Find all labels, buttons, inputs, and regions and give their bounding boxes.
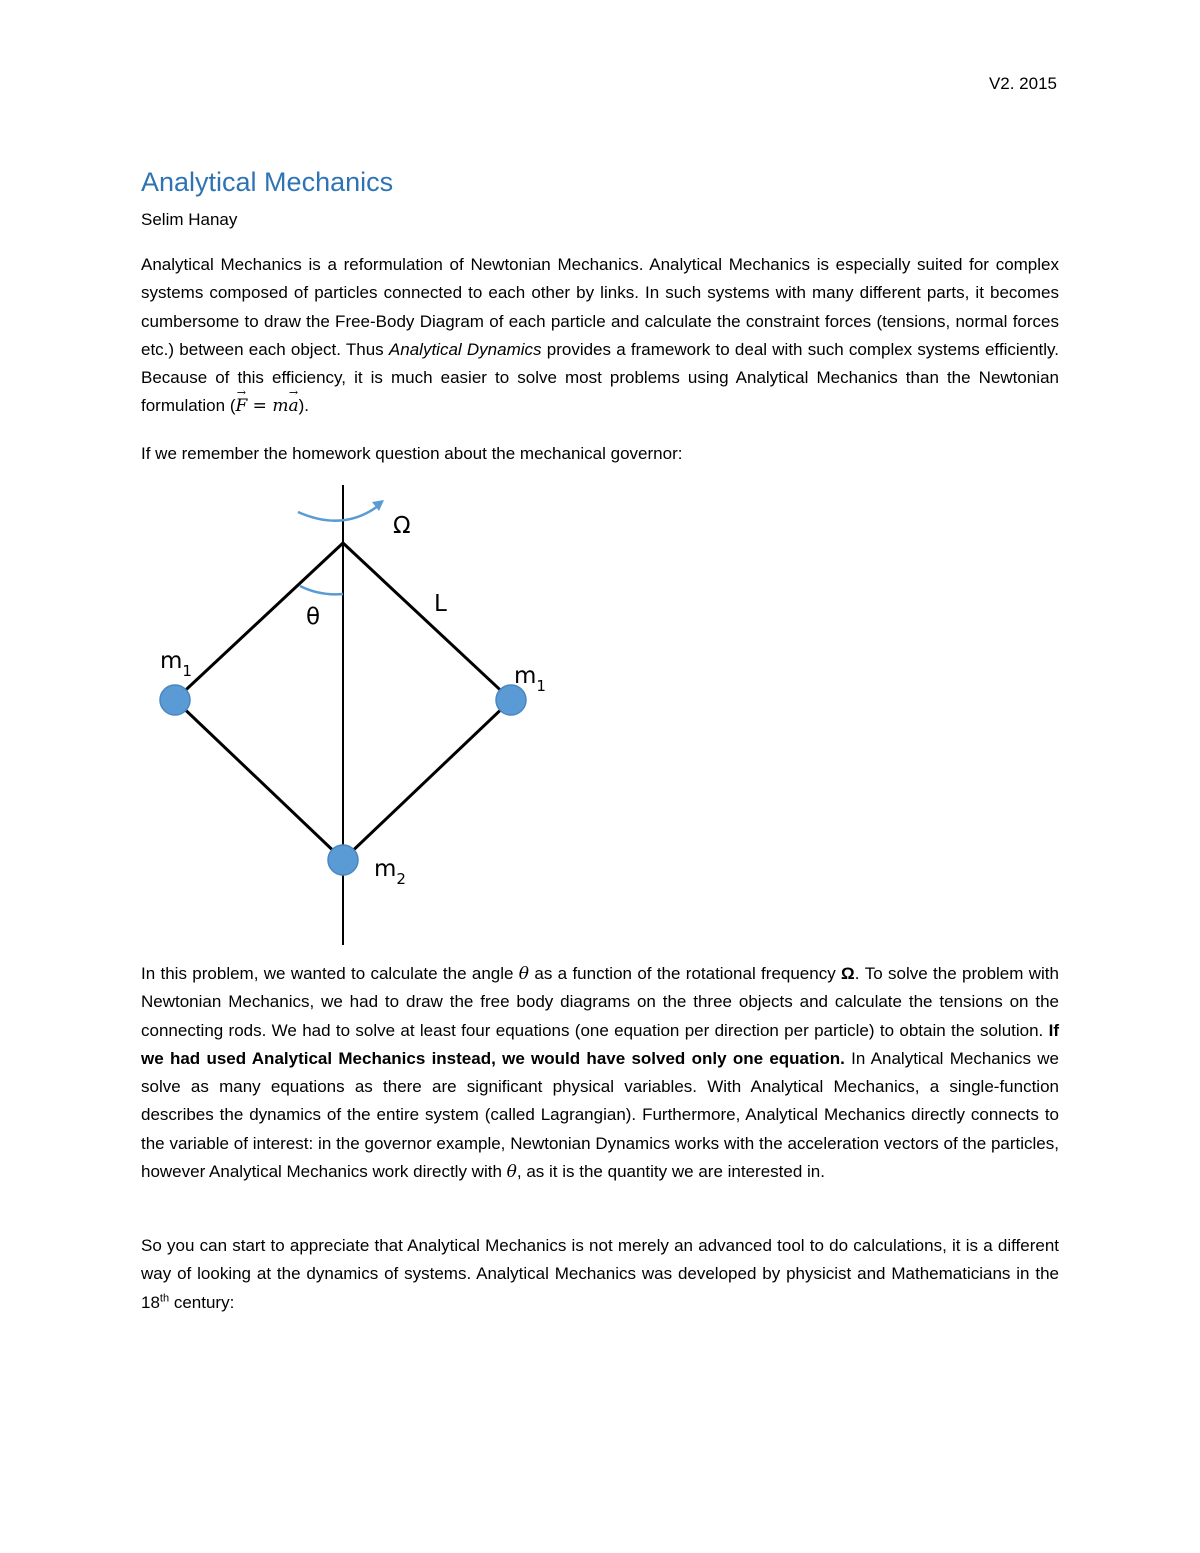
problem-bold-claim: If we had used Analytical Mechanics instead, we would have solved only one equation. bbox=[141, 1020, 1059, 1068]
closing-text-2: century: bbox=[169, 1292, 235, 1312]
intro-paragraph bbox=[141, 251, 1059, 421]
rod-lower-left bbox=[175, 700, 343, 860]
problem-text-1: In this problem, we wanted to calculate the angle bbox=[141, 964, 519, 983]
problem-paragraph bbox=[141, 960, 1059, 1186]
mass-bottom bbox=[328, 845, 358, 875]
mass-right-label: $m_1$ bbox=[514, 663, 546, 695]
closing-text-1: So you can start to appreciate that Analytical Mechanics is not merely an advanced tool to do calculations, it is a different way of looking at the dynamics of systems. Analytical Mechanics was developed by physicist and Mathematicians in the 18 bbox=[141, 1236, 1059, 1312]
century-superscript: th bbox=[159, 1291, 170, 1304]
rotation-arrow-arc bbox=[298, 506, 378, 521]
mass-right bbox=[496, 685, 526, 715]
mass-left-label: $m_1$ bbox=[160, 648, 192, 680]
closing-paragraph bbox=[141, 1232, 1059, 1317]
theta-angle-arc bbox=[300, 586, 343, 594]
rod-lower-right bbox=[343, 700, 511, 860]
intro-text-c: ). bbox=[298, 396, 309, 416]
rod-upper-right bbox=[343, 543, 511, 700]
author-name: Selim Hanay bbox=[141, 210, 238, 229]
theta-symbol-2: θ bbox=[506, 1162, 517, 1183]
document-title: Analytical Mechanics bbox=[141, 167, 394, 197]
omega-symbol: Ω bbox=[841, 964, 855, 983]
formula-accel: → a bbox=[288, 392, 298, 420]
problem-text-2: as a function of the rotational frequency bbox=[529, 964, 842, 983]
theta-symbol: θ bbox=[518, 964, 530, 984]
problem-text-3: . To solve the problem with Newtonian Mechanics, we had to draw the free body diagrams on the three objects and calculate the tensions on the connecting rods. We had to solve at least four equations (one equation per direction per particle) to obtain the solution. bbox=[141, 964, 1059, 1040]
length-label: L bbox=[434, 591, 447, 617]
version-label: V2. 2015 bbox=[988, 74, 1057, 93]
intro-emphasis: Analytical Dynamics bbox=[388, 339, 542, 359]
mass-left bbox=[160, 685, 190, 715]
problem-text-5: , as it is the quantity we are interested in. bbox=[516, 1162, 825, 1182]
theta-label: θ bbox=[306, 604, 321, 630]
newton-formula bbox=[235, 396, 298, 416]
problem-text-4: In Analytical Mechanics we solve as many equations as there are significant physical variables. With Analytical Mechanics, a single-function describes the dynamics of the entire system (called Lagrangian). Furthermore, Analytical Mechanics directly connects to the variable of interest: in the governor example, Newtonian Dynamics works with the acceleration vectors of the particles, however Analytical Mechanics work directly with bbox=[141, 1048, 1059, 1182]
omega-label: Ω bbox=[393, 513, 411, 539]
governor-diagram bbox=[150, 480, 550, 950]
formula-force: → F bbox=[235, 392, 247, 420]
intro-text-a: Analytical Mechanics is a reformulation of Newtonian Mechanics. Analytical Mechanics is especially suited for complex systems composed of particles connected to each other by links. In such systems with many different parts, it becomes cumbersome to draw the Free-Body Diagram of each particle and calculate the constraint forces (tensions, normal forces etc.) between each object. Thus bbox=[141, 255, 1059, 359]
mass-bottom-label: $m_2$ bbox=[374, 856, 406, 888]
governor-intro: If we remember the homework question about the mechanical governor: bbox=[141, 444, 683, 463]
formula-equals: = m bbox=[247, 396, 289, 417]
intro-text-b: provides a framework to deal with such complex systems efficiently. Because of this efficiency, it is much easier to solve most problems using Analytical Mechanics than the Newtonian formulation ( bbox=[141, 339, 1059, 416]
